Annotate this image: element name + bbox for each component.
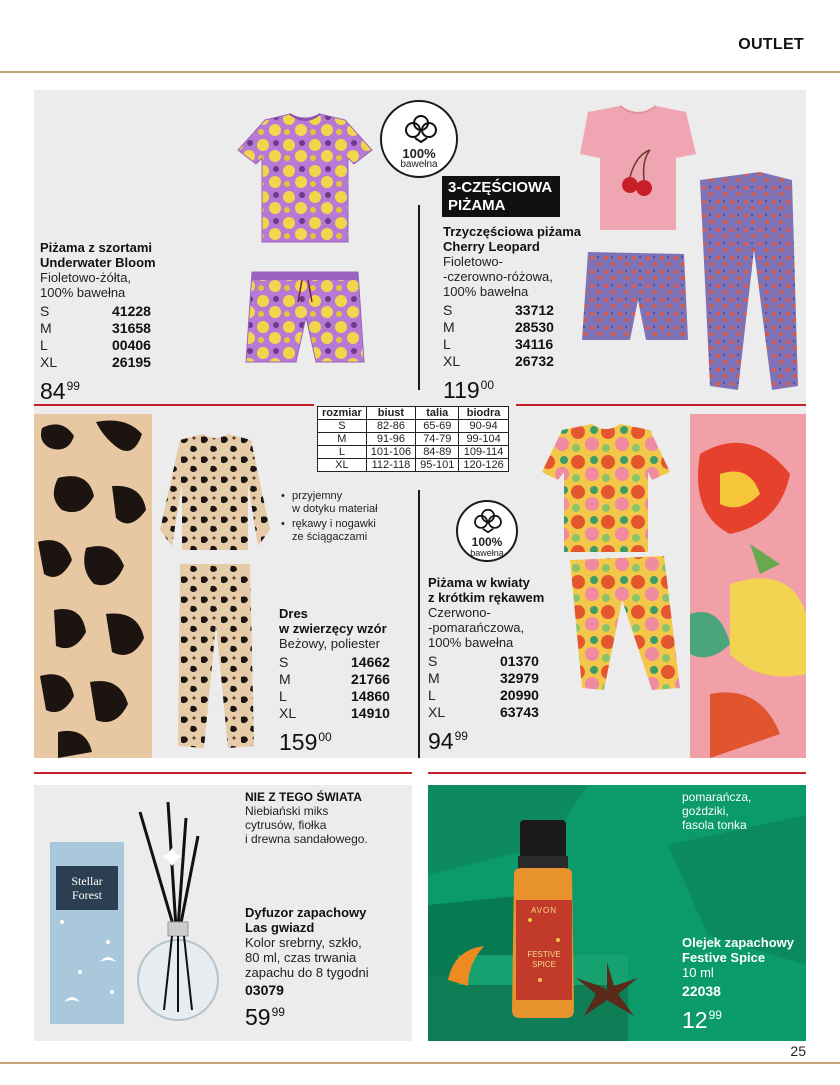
- cotton-badge: 100% bawełna: [380, 100, 458, 178]
- size-code-row: XL 26195: [40, 354, 151, 370]
- size-code-row: XL 26732: [443, 353, 554, 369]
- section-divider: [516, 404, 806, 406]
- size-table-header: rozmiar biust talia biodra: [318, 407, 509, 420]
- product-underwater-bloom: [40, 240, 220, 404]
- page-number: 25: [790, 1043, 806, 1059]
- footer-rule: [0, 1062, 840, 1064]
- section-divider: [34, 404, 314, 406]
- product-description: Beżowy, poliester: [279, 636, 380, 651]
- product-price: $84^{99}$: [40, 378, 80, 404]
- promo-text: i drewna sandałowego.: [245, 832, 368, 846]
- product-description: Fioletowo-: [443, 254, 503, 269]
- size-table-row: XL 112-118 95-101 120-126: [318, 459, 509, 472]
- product-code: 03079: [245, 982, 284, 998]
- size-code-row: M 32979: [428, 670, 539, 686]
- feature-list: [280, 490, 378, 546]
- size-code-list: [40, 303, 220, 371]
- product-price: $12^{99}$: [682, 1007, 722, 1033]
- product-description-line2: -pomarańczowa,: [428, 620, 525, 635]
- section-title: OUTLET: [738, 36, 804, 53]
- product-description-line3: zapachu do 8 tygodni: [245, 965, 369, 980]
- bottle-label-line2: SPICE: [531, 960, 556, 969]
- size-code-row: XL 14910: [279, 705, 390, 721]
- size-table: [317, 406, 509, 472]
- product-floral-pajama: [428, 575, 558, 754]
- size-code-row: L 34116: [443, 336, 554, 352]
- feature-item: • przyjemny w dotyku materiał: [280, 490, 378, 516]
- size-code-row: M 21766: [279, 671, 390, 687]
- product-diffuser-details: [245, 905, 405, 1030]
- product-name: Piżama z szortami: [40, 240, 152, 255]
- promo-text: Niebiański miks: [245, 804, 329, 818]
- orange-peel-icon: [444, 940, 504, 990]
- product-price: $59^{99}$: [245, 1004, 285, 1030]
- cotton-icon: [474, 508, 502, 534]
- product-name: Piżama w kwiaty: [428, 575, 530, 590]
- size-code-row: S 33712: [443, 302, 554, 318]
- product-name-line2: Las gwiazd: [245, 920, 315, 935]
- tracksuit-image-leopard: [158, 434, 273, 752]
- product-name: Trzyczęściowa piżama: [443, 224, 582, 239]
- leopard-fabric-swatch: [34, 414, 152, 758]
- promo-heading: NIE Z TEGO ŚWIATA: [245, 790, 362, 804]
- product-dres: [279, 606, 429, 755]
- product-name: Dres: [279, 606, 308, 621]
- box-label: Stellar Forest: [56, 866, 118, 910]
- product-price: $94^{99}$: [428, 728, 468, 754]
- divider-vertical: [418, 490, 420, 758]
- star-anise-icon: [572, 960, 642, 1020]
- diffuser-bottle-image: [128, 800, 228, 1030]
- product-description: 10 ml: [682, 965, 714, 980]
- product-name: Dyfuzor zapachowy: [245, 905, 367, 920]
- three-piece-tag: 3-CZĘŚCIOWA PIŻAMA: [442, 176, 560, 217]
- product-cherry-leopard: [443, 224, 603, 403]
- product-name-line2: z krótkim rękawem: [428, 590, 545, 605]
- product-code: 22038: [682, 983, 721, 999]
- product-description-line2: 80 ml, czas trwania: [245, 950, 357, 965]
- size-code-row: L 00406: [40, 337, 151, 353]
- pajama-image-underwater-bloom: [230, 112, 380, 372]
- header-rule: [0, 71, 840, 73]
- promo-text: cytrusów, fiołka: [245, 818, 327, 832]
- bottle-label-line1: FESTIVE: [527, 950, 561, 959]
- product-name-line2: Festive Spice: [682, 950, 766, 965]
- cotton-icon: [405, 114, 437, 144]
- product-name-line2: Underwater Bloom: [40, 255, 156, 270]
- size-code-list: [443, 302, 603, 370]
- product-price: $159^{00}$: [279, 729, 332, 755]
- size-code-list: [279, 654, 429, 722]
- product-material: 100% bawełna: [443, 284, 529, 299]
- product-name-line2: Cherry Leopard: [443, 239, 540, 254]
- size-table-row: L 101-106 84-89 109-114: [318, 446, 509, 459]
- product-description: Czerwono-: [428, 605, 491, 620]
- section-divider: [428, 772, 806, 774]
- diffuser-box-image: [50, 842, 124, 1024]
- pajama-image-floral: [540, 424, 690, 694]
- size-table-row: M 91-96 74-79 99-104: [318, 433, 509, 446]
- size-code-row: S 01370: [428, 653, 539, 669]
- size-table-row: S 82-86 65-69 90-94: [318, 420, 509, 433]
- product-diffuser: [245, 790, 405, 846]
- size-code-row: M 31658: [40, 320, 151, 336]
- size-code-row: L 20990: [428, 687, 539, 703]
- product-price: $119^{00}$: [443, 377, 495, 403]
- section-divider: [34, 772, 412, 774]
- feature-item: • rękawy i nogawki ze ściągaczami: [280, 518, 378, 544]
- bottle-brand: AVON: [530, 906, 558, 915]
- size-code-row: S 41228: [40, 303, 151, 319]
- product-material: 100% bawełna: [428, 635, 514, 650]
- oil-notes: pomarańcza, goździki, fasola tonka: [682, 790, 752, 832]
- product-festive-spice: [682, 935, 802, 1033]
- product-description: Fioletowo-żółta,: [40, 270, 132, 285]
- product-description-line2: -czerowno-różowa,: [443, 269, 553, 284]
- size-code-row: S 14662: [279, 654, 390, 670]
- cotton-badge: 100% bawełna: [456, 500, 518, 562]
- product-material: 100% bawełna: [40, 285, 126, 300]
- product-name: Olejek zapachowy: [682, 935, 794, 950]
- size-code-row: XL 63743: [428, 704, 539, 720]
- floral-fabric-swatch: [690, 414, 806, 758]
- product-description: Kolor srebrny, szkło,: [245, 935, 362, 950]
- divider-vertical: [418, 205, 420, 390]
- size-code-row: L 14860: [279, 688, 390, 704]
- product-name-line2: w zwierzęcy wzór: [279, 621, 387, 636]
- page-header: [0, 0, 840, 75]
- size-code-row: M 28530: [443, 319, 554, 335]
- size-code-list: [428, 653, 558, 721]
